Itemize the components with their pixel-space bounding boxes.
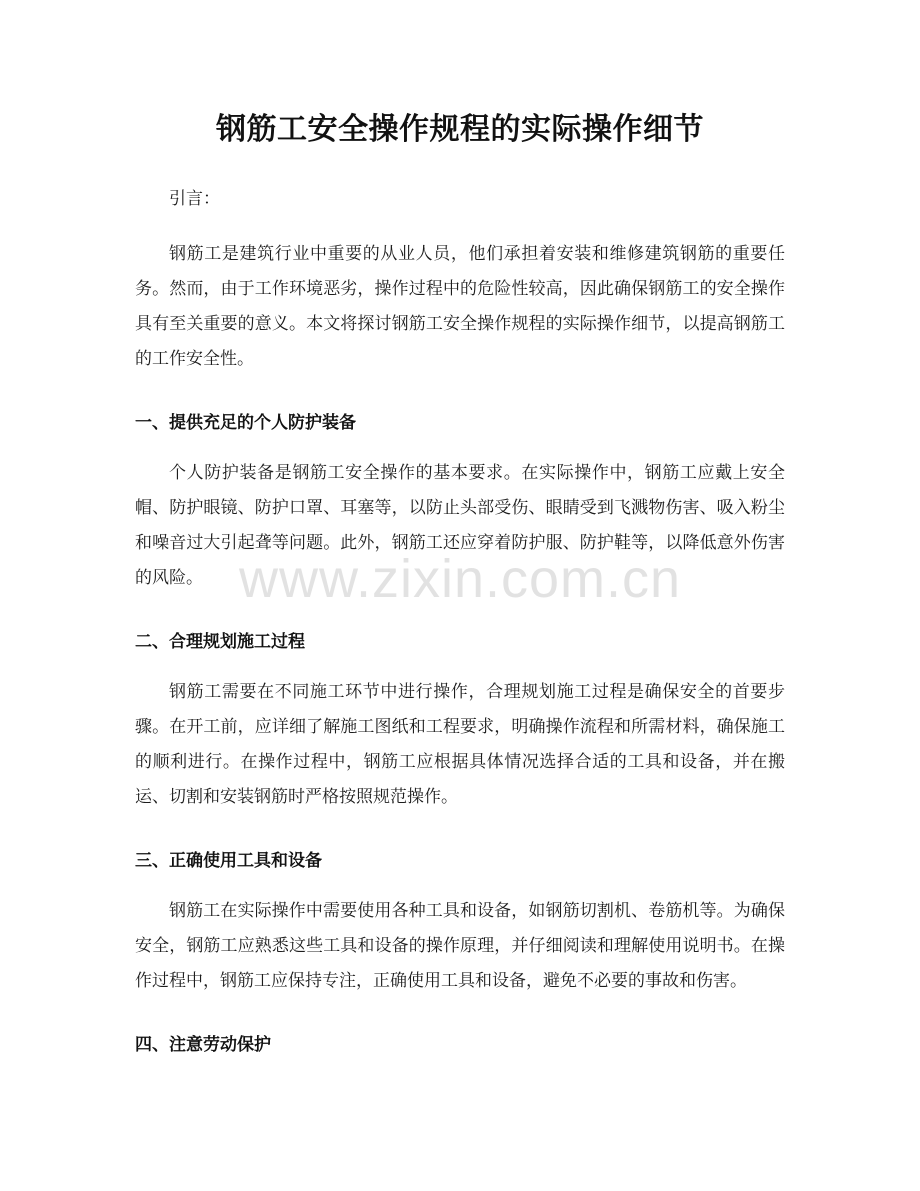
section-heading-2: 二、合理规划施工过程 [135,632,305,652]
intro-paragraph: 钢筋工是建筑行业中重要的从业人员，他们承担着安装和维修建筑钢筋的重要任务。然而，由于工作环境恶劣，操作过程中的危险性较高，因此确保钢筋工的安全操作具有至关重要的意义。本文将探讨钢筋工安全操作规程的实际操作细节，以提高钢筋工的工作安全性。 [135,244,785,369]
section-paragraph-1: 个人防护装备是钢筋工安全操作的基本要求。在实际操作中，钢筋工应戴上安全帽、防护眼镜、防护口罩、耳塞等，以防止头部受伤、眼睛受到飞溅物伤害、吸入粉尘和噪音过大引起聋等问题。此外，钢筋工还应穿着防护服、防护鞋等，以降低意外伤害的风险。 [135,463,785,588]
section-paragraph-3: 钢筋工在实际操作中需要使用各种工具和设备，如钢筋切割机、卷筋机等。为确保安全，钢筋工应熟悉这些工具和设备的操作原理，并仔细阅读和理解使用说明书。在操作过程中，钢筋工应保持专注，正确使用工具和设备，避免不必要的事故和伤害。 [135,901,785,991]
document-title: 钢筋工安全操作规程的实际操作细节 [216,112,704,147]
watermark: www.zixin.com.cn [238,549,682,609]
section-paragraph-2: 钢筋工需要在不同施工环节中进行操作，合理规划施工过程是确保安全的首要步骤。在开工前，应详细了解施工图纸和工程要求，明确操作流程和所需材料，确保施工的顺利进行。在操作过程中，钢筋工应根据具体情况选择合适的工具和设备，并在搬运、切割和安装钢筋时严格按照规范操作。 [135,682,785,807]
section-heading-1: 一、提供充足的个人防护装备 [135,413,356,433]
document-body [135,182,785,1078]
section-heading-3: 三、正确使用工具和设备 [135,851,322,871]
section-heading-4: 四、注意劳动保护 [135,1035,271,1055]
intro-label: 引言： [169,189,220,209]
